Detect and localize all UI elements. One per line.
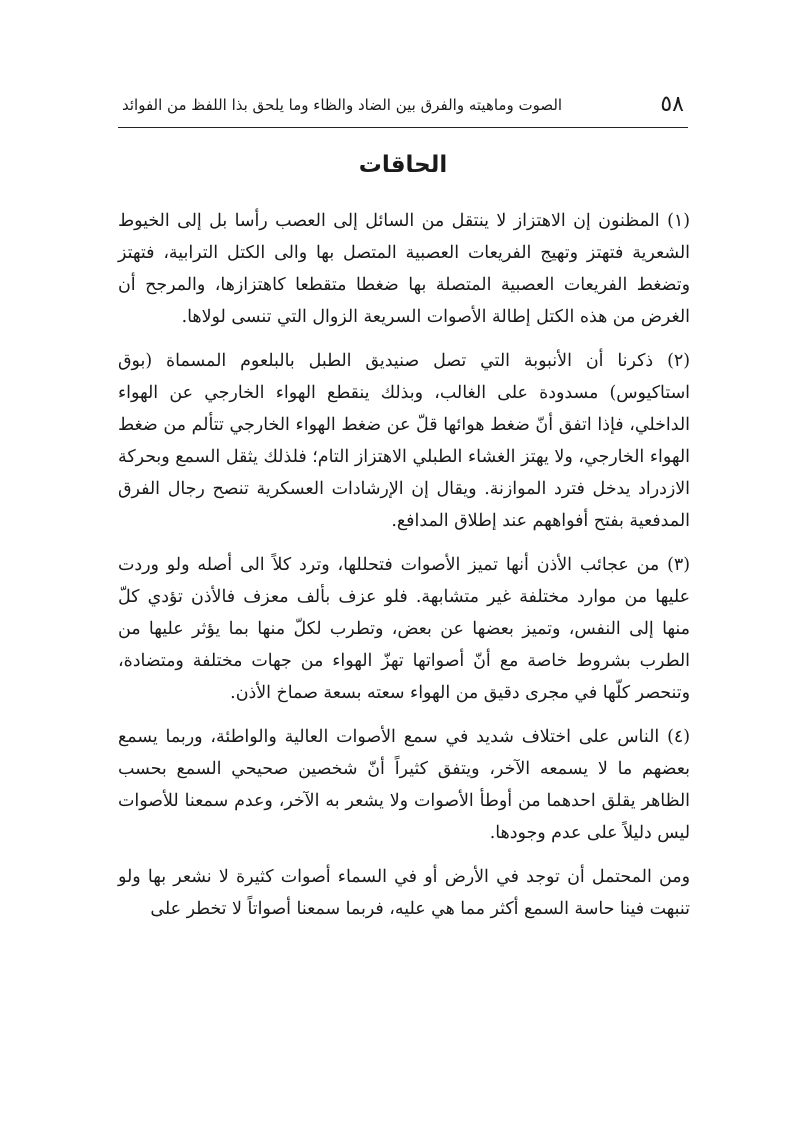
running-header	[118, 88, 688, 128]
paragraph-note-1: (١) المظنون إن الاهتزاز لا ينتقل من السائل إلى العصب رأسا بل إلى الخيوط الشعرية فتهتز وتهيج الفريعات العصبية المتصل بها والى الكتل الترابية، فتهتز وتضغط الفريعات العصبية المتصلة بها ضغطا متقطعا كاهتزازها، والمرجح أن الغرض من هذه الكتل إطالة الأصوات السريعة الزوال التي تنسى لولاها.	[118, 211, 690, 327]
page-number: ٥٨	[660, 92, 684, 117]
running-title: الصوت وماهيته والفرق بين الضاد والظاء وما يلحق بذا اللفظ من الفوائد	[122, 95, 563, 114]
section-heading: الحاقات	[358, 152, 448, 178]
paragraph-note-2: (٢) ذكرنا أن الأنبوبة التي تصل صنيديق الطبل بالبلعوم المسماة (بوق استاكيوس) مسدودة على الغالب، وبذلك ينقطع الهواء الخارجي عن الهواء الداخلي، فإذا اتفق أنّ ضغط هوائها قلّ عن ضغط الهواء الخارجي تتألم من ضغط الهواء الخارجي، ولا يهتز الغشاء الطبلي الاهتزاز التام؛ فلذلك يثقل السمع وبحركة الازدراد يدخل فترد الموازنة. ويقال إن الإرشادات العسكرية تنصح رجال الفرق المدفعية بفتح أفواههم عند إطلاق المدافع.	[118, 351, 690, 531]
paragraph-continuation: ومن المحتمل أن توجد في الأرض أو في السماء أصوات كثيرة لا نشعر بها ولو تنبهت فينا حاسة السمع أكثر مما هي عليه، فربما سمعنا أصواتاً لا تخطر على	[118, 867, 690, 919]
paragraph-note-3: (٣) من عجائب الأذن أنها تميز الأصوات فتحللها، وترد كلاً الى أصله ولو وردت عليها من موارد مختلفة غير متشابهة. فلو عزف بألف معزف فالأذن تؤدي كلّ منها إلى النفس، وتميز بعضها عن بعض، وتطرب لكلّ منها بما يؤثر عليها من الطرب بشروط خاصة مع أنّ أصواتها تهزّ الهواء من جهات مختلفة ومتضادة، وتنحصر كلّها في مجرى دقيق من الهواء سعته بسعة صماخ الأذن.	[118, 555, 690, 703]
body-text	[118, 205, 690, 925]
paragraph-note-4: (٤) الناس على اختلاف شديد في سمع الأصوات العالية والواطئة، وربما يسمع بعضهم ما لا يسمعه الآخر، ويتفق كثيراً أنّ شخصين صحيحي السمع بحسب الظاهر يقلق احدهما من أوطأ الأصوات ولا يشعر به الآخر، وعدم سمعنا للأصوات ليس دليلاً على عدم وجودها.	[118, 727, 690, 843]
